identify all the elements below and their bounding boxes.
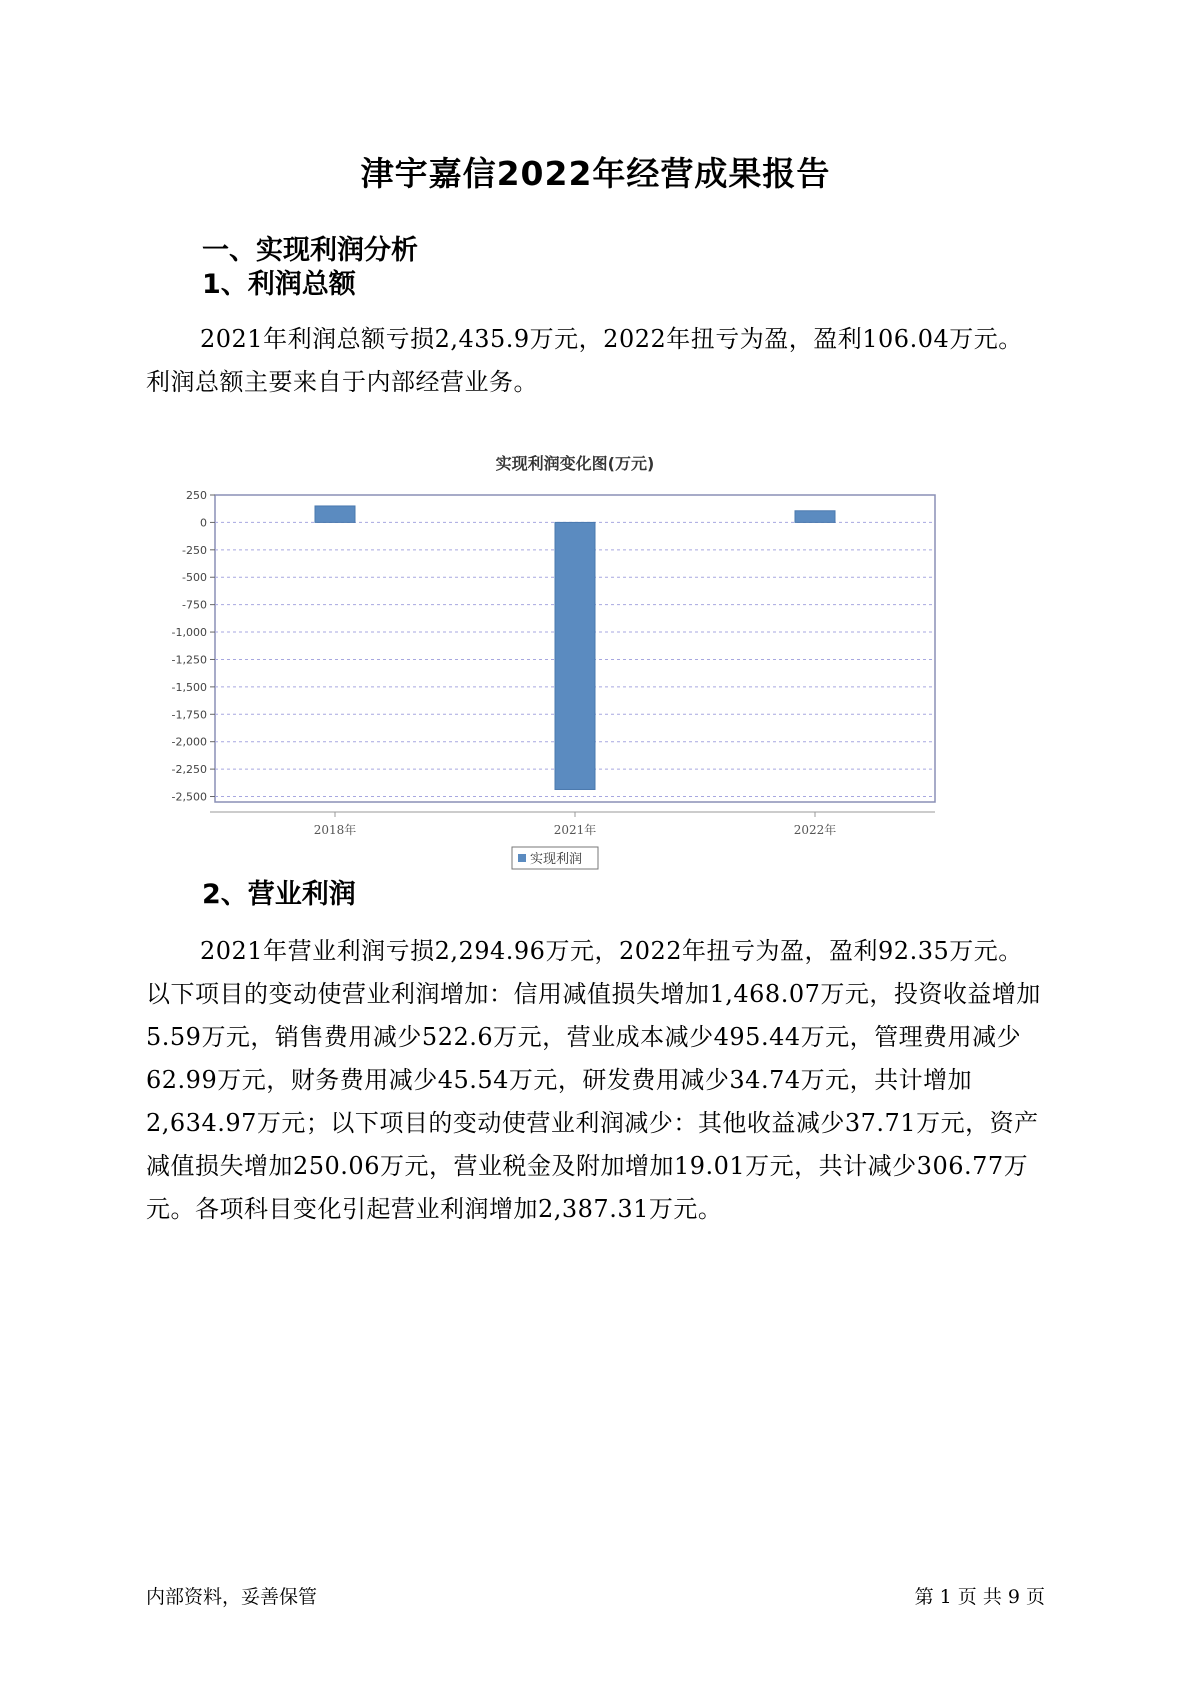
- subsection-heading-total-profit: 1、利润总额: [202, 269, 356, 300]
- legend-label: 实现利润: [530, 852, 583, 867]
- legend-swatch: [518, 854, 526, 862]
- bar: [555, 522, 595, 789]
- y-tick-label: 250: [186, 489, 207, 502]
- total-profit-text: 2021年利润总额亏损2,435.9万元，2022年扭亏为盈，盈利106.04万元。利润总额主要来自于内部经营业务。: [146, 325, 1023, 396]
- y-tick-label: 0: [200, 516, 207, 530]
- x-tick-label: 2018年: [313, 823, 357, 837]
- bar: [315, 506, 355, 522]
- operating-profit-paragraph: [146, 930, 1046, 1231]
- profit-chart-svg: [160, 455, 1030, 915]
- subsection-heading-operating-profit: 2、营业利润: [202, 879, 356, 910]
- y-tick-label: -1,250: [171, 653, 207, 667]
- y-tick-label: -750: [182, 598, 207, 612]
- footer-page-number: 第 1 页 共 9 页: [914, 1586, 1045, 1608]
- section-heading: 一、实现利润分析: [202, 235, 418, 266]
- chart-title: 实现利润变化图(万元): [495, 455, 655, 473]
- bar: [795, 511, 835, 523]
- y-tick-label: -1,000: [171, 626, 207, 640]
- y-tick-label: -250: [182, 543, 207, 557]
- y-tick-label: -1,750: [171, 708, 207, 722]
- x-tick-label: 2021年: [553, 823, 597, 837]
- operating-profit-text: 2021年营业利润亏损2,294.96万元，2022年扭亏为盈，盈利92.35万元。以下项目的变动使营业利润增加：信用减值损失增加1,468.07万元，投资收益增加5.59万元，销售费用减少522.6万元，营业成本减少495.44万元，管理费用减少62.99万元，财务费用减少45.54万元，研发费用减少34.74万元，共计增加2,634.97万元；以下项目的变动使营业利润减少：其他收益减少37.71万元，资产减值损失增加250.06万元，营业税金及附加增加19.01万元，共计减少306.77万元。各项科目变化引起营业利润增加2,387.31万元。: [146, 937, 1041, 1223]
- y-tick-label: -500: [182, 571, 207, 585]
- report-title: 津宇嘉信2022年经营成果报告: [360, 154, 831, 193]
- x-tick-label: 2022年: [793, 823, 837, 837]
- footer-confidential: 内部资料，妥善保管: [146, 1586, 318, 1608]
- y-tick-label: -2,500: [171, 790, 207, 804]
- profit-chart: [160, 455, 1030, 915]
- y-tick-label: -1,500: [171, 680, 207, 694]
- y-tick-label: -2,250: [171, 763, 207, 777]
- y-tick-label: -2,000: [171, 735, 207, 749]
- total-profit-paragraph: [146, 318, 1046, 404]
